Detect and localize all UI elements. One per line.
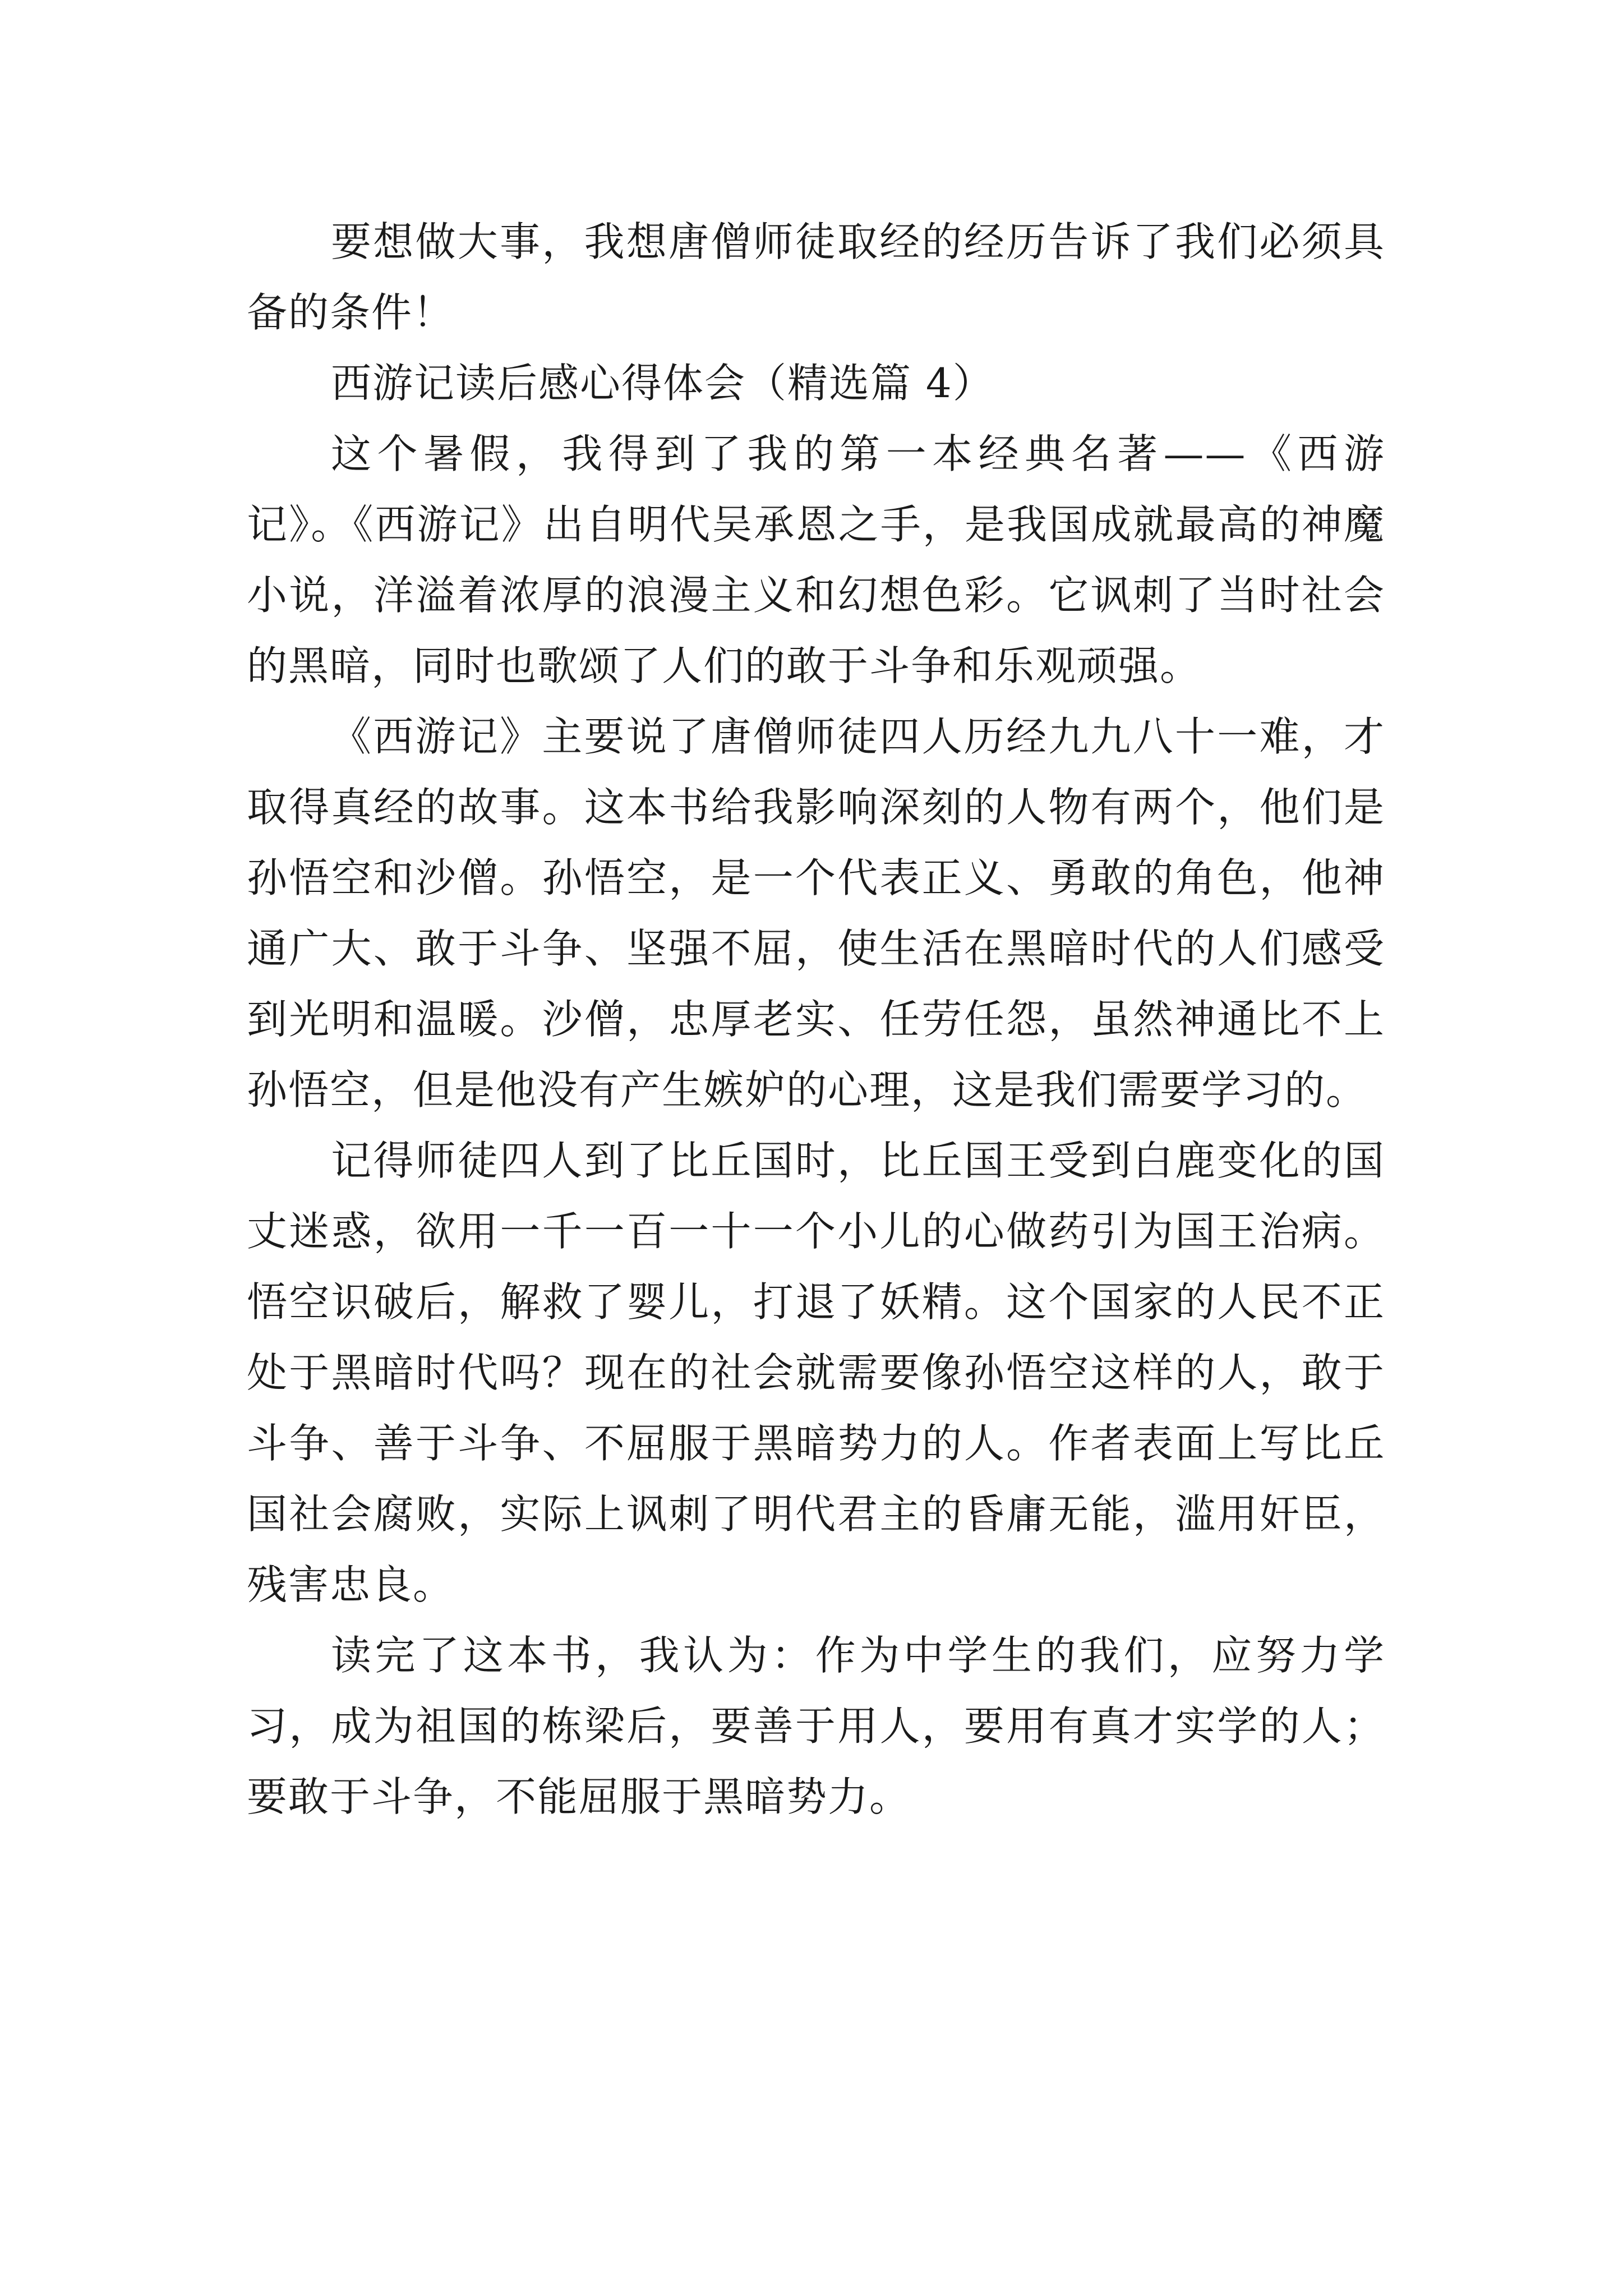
- paragraph-conclusion: 读完了这本书，我认为：作为中学生的我们，应努力学习，成为祖国的栋梁后，要善于用人，要用有真才实学的人；要敢于斗争，不能屈服于黑暗势力。: [247, 1632, 1385, 1820]
- document-body: [247, 206, 1385, 1832]
- paragraph-characters: 《西游记》主要说了唐僧师徒四人历经九九八十一难，才取得真经的故事。这本书给我影响深刻的人物有两个，他们是孙悟空和沙僧。孙悟空，是一个代表正义、勇敢的角色，他神通广大、敢于斗争、坚强不屈，使生活在黑暗时代的人们感受到光明和温暖。沙僧，忠厚老实、任劳任怨，虽然神通比不上孙悟空，但是他没有产生嫉妒的心理，这是我们需要学习的。: [247, 713, 1385, 1114]
- paragraph-intro: 这个暑假，我得到了我的第一本经典名著——《西游记》。《西游记》出自明代吴承恩之手，是我国成就最高的神魔小说，洋溢着浓厚的浪漫主义和幻想色彩。它讽刺了当时社会的黑暗，同时也歌颂了人们的敢于斗争和乐观顽强。: [247, 430, 1385, 689]
- paragraph-closing-previous: 要想做大事，我想唐僧师徒取经的经历告诉了我们必须具备的条件！: [247, 218, 1385, 336]
- section-heading: 西游记读后感心得体会（精选篇 4）: [331, 360, 994, 407]
- paragraph-biqiu-kingdom: 记得师徒四人到了比丘国时，比丘国王受到白鹿变化的国丈迷惑，欲用一千一百一十一个小儿的心做药引为国王治病。悟空识破后，解救了婴儿，打退了妖精。这个国家的人民不正处于黑暗时代吗？现在的社会就需要像孙悟空这样的人，敢于斗争、善于斗争、不屈服于黑暗势力的人。作者表面上写比丘国社会腐败，实际上讽刺了明代君主的昏庸无能，滥用奸臣，残害忠良。: [247, 1137, 1385, 1608]
